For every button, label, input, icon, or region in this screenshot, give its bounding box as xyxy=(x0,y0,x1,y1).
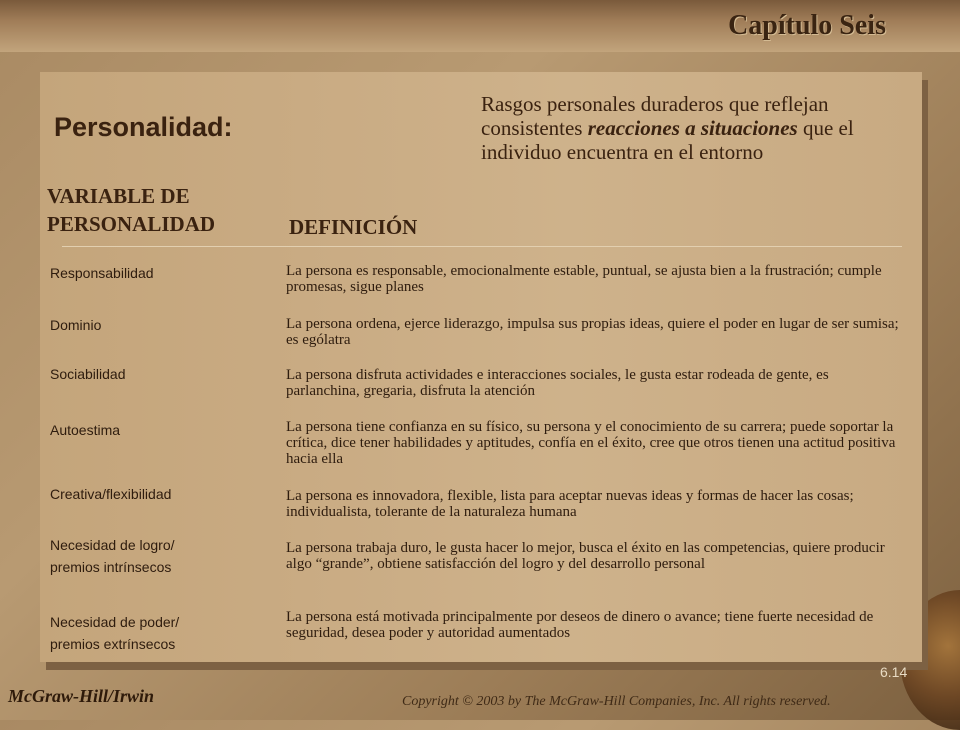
slide-number: 6.14 xyxy=(880,664,908,680)
table-row-definition: La persona es responsable, emocionalmente estable, puntual, se ajusta bien a la frustración; cumple promesas, sigue planes xyxy=(286,263,882,295)
chapter-title: Capítulo Seis xyxy=(728,10,886,41)
table-row-definition: La persona disfruta actividades e interacciones sociales, le gusta estar rodeada de gente, es parlanchina, gregaria, disfruta la atención xyxy=(286,367,829,399)
header-divider xyxy=(62,246,902,247)
definition-emphasis: reacciones a situaciones xyxy=(587,116,798,140)
column-header-definition: DEFINICIÓN xyxy=(289,215,418,239)
personality-definition: Rasgos personales duraderos que reflejan consistentes reacciones a situaciones que el individuo encuentra en el entorno xyxy=(481,92,854,164)
table-row-definition: La persona es innovadora, flexible, lista para aceptar nuevas ideas y formas de hacer las cosas; individualista, tolerante de la naturaleza humana xyxy=(286,488,854,520)
table-row-definition: La persona ordena, ejerce liderazgo, impulsa sus propias ideas, quiere el poder en lugar de ser sumisa; es ególatra xyxy=(286,316,899,348)
table-row-variable: Responsabilidad xyxy=(50,265,154,281)
table-row-variable: Creativa/flexibilidad xyxy=(50,486,172,502)
publisher-logo: McGraw-Hill/Irwin xyxy=(8,686,155,706)
table-row-variable: Necesidad de poder/ premios extrínsecos xyxy=(50,614,180,652)
column-header-variable: VARIABLE DE PERSONALIDAD xyxy=(47,184,216,236)
table-row-variable: Dominio xyxy=(50,317,102,333)
table-row-definition: La persona tiene confianza en su físico, su persona y el conocimiento de su carrera; puede soportar la crítica, dice tener habilidades y aptitudes, confía en el éxito, cree que otros tienen una actitud positiva hacia ella xyxy=(286,419,896,467)
table-row-variable: Autoestima xyxy=(50,422,121,438)
table-row-definition: La persona está motivada principalmente por deseos de dinero o avance; tiene fuerte necesidad de seguridad, desea poder y autoridad aumentados xyxy=(286,609,874,641)
table-row-variable: Sociabilidad xyxy=(50,366,126,382)
copyright-notice: Copyright © 2003 by The McGraw-Hill Companies, Inc. All rights reserved. xyxy=(402,694,831,709)
slide-title: Personalidad: xyxy=(54,112,233,142)
table-row-definition: La persona trabaja duro, le gusta hacer lo mejor, busca el éxito en las competencias, quiere producir algo “grande”, obtiene satisfacción del logro y del desarrollo personal xyxy=(286,540,885,572)
table-row-variable: Necesidad de logro/ premios intrínsecos xyxy=(50,537,175,575)
